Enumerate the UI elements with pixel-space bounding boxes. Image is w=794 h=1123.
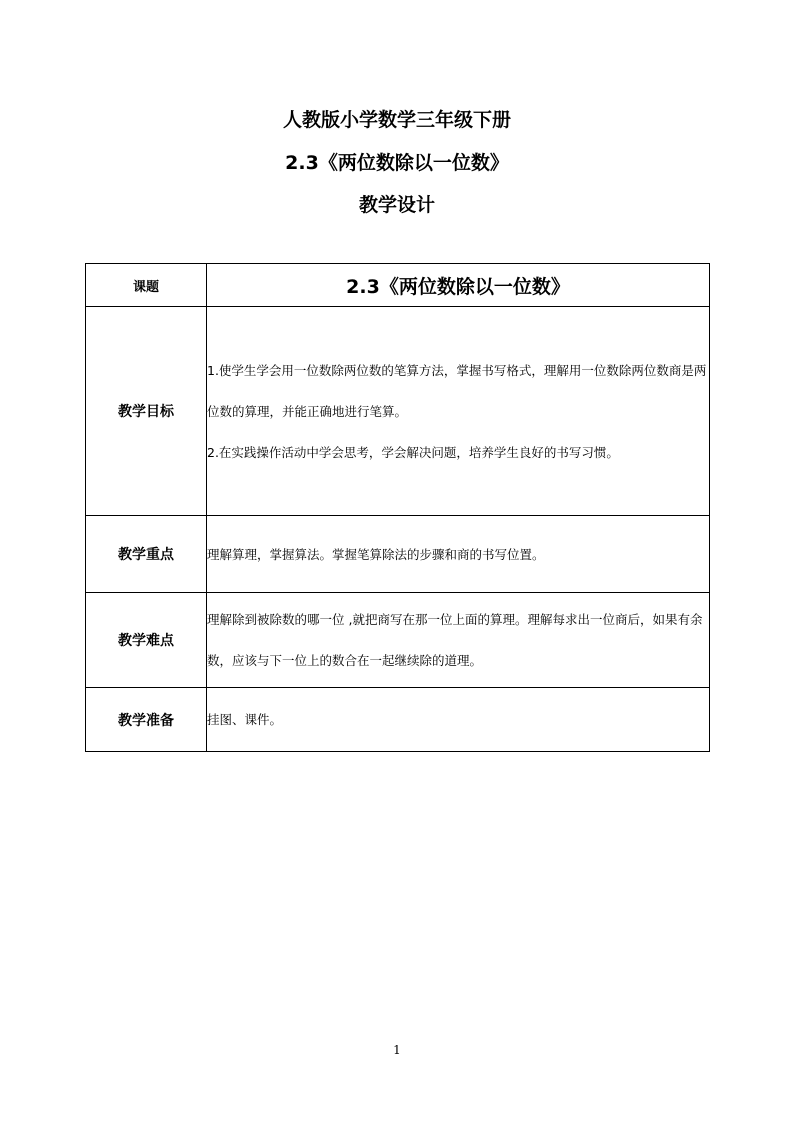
table-row-topic (86, 264, 710, 307)
topic-label: 课题 (86, 264, 207, 307)
topic-value: 2.3《两位数除以一位数》 (207, 264, 710, 307)
key-points-text: 理解算理，掌握算法。掌握笔算除法的步骤和商的书写位置。 (207, 546, 545, 562)
difficulties-text: 理解除到被除数的哪一位 ,就把商写在那一位上面的算理。理解每求出一位商后，如果有余数，应该与下一位上的数合在一起继续除的道理。 (207, 612, 703, 668)
table-row-difficulties (86, 593, 710, 688)
goals-label: 教学目标 (86, 307, 207, 516)
goals-content (207, 307, 710, 516)
key-points-label: 教学重点 (86, 516, 207, 593)
preparation-text: 挂图、课件。 (207, 712, 283, 727)
key-points-content (207, 516, 710, 593)
goal-item-2: 2.在实践操作活动中学会思考，学会解决问题，培养学生良好的书写习惯。 (207, 444, 619, 460)
document-subtitle: 教学设计 (358, 194, 435, 216)
difficulties-content (207, 593, 710, 688)
table-row-goals (86, 307, 710, 516)
page-number: 1 (393, 1043, 401, 1057)
difficulties-label: 教学难点 (86, 593, 207, 688)
lesson-title: 2.3《两位数除以一位数》 (285, 152, 509, 174)
table-row-preparation (86, 688, 710, 752)
preparation-content (207, 688, 710, 752)
document-title: 人教版小学数学三年级下册 (282, 109, 511, 131)
table-row-key-points (86, 516, 710, 593)
goal-item-1: 1.使学生学会用一位数除两位数的笔算方法，掌握书写格式，理解用一位数除两位数商是两位数的算理，并能正确地进行笔算。 (207, 362, 707, 419)
lesson-plan-table (85, 263, 710, 752)
preparation-label: 教学准备 (86, 688, 207, 752)
